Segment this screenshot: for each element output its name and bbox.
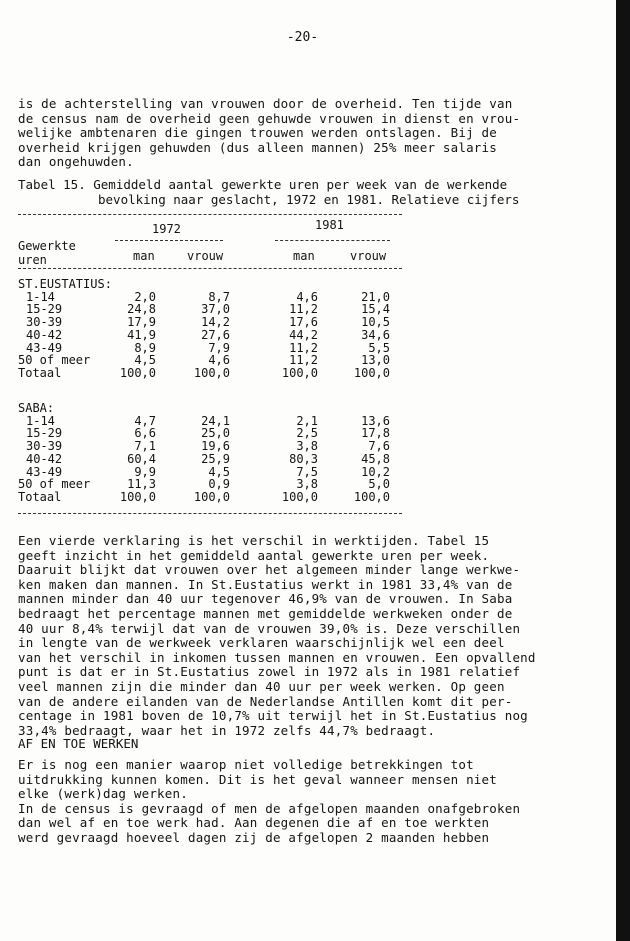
table-cell: 4,5	[134, 353, 156, 368]
table-cell: 17,9	[127, 315, 156, 330]
table-cell: 7,5	[296, 464, 318, 479]
table-cell: 2,5	[296, 426, 318, 441]
row-header-label-2: uren	[18, 253, 47, 267]
table-cell: 11,3	[127, 477, 156, 492]
table-cell: 27,6	[201, 327, 230, 342]
table-cell: 100,0	[281, 365, 318, 380]
table-row-label: 43-49	[26, 464, 63, 479]
table-cell: 4,5	[208, 464, 230, 479]
table-cell: 5,5	[368, 340, 390, 355]
table-row-label: Totaal	[18, 489, 62, 504]
col-header-vrouw-1981: vrouw	[350, 249, 387, 263]
col-header-vrouw-1972: vrouw	[187, 249, 224, 263]
table-cell: 4,6	[296, 289, 318, 304]
intro-line: overheid krijgen gehuwden (dus alleen mannen) 25% meer salaris	[18, 139, 497, 155]
body-line: van het verschil in inkomen tussen mannen en vrouwen. Een opvallend	[18, 649, 536, 665]
table-cell: 14,2	[201, 315, 230, 330]
section-label: SABA:	[18, 401, 55, 415]
table-cell: 34,6	[361, 327, 390, 342]
intro-line: de census nam de overheid geen gehuwde vrouwen in dienst en vrou-	[18, 110, 521, 126]
table-row-label: 50 of meer	[18, 477, 91, 492]
table-cell: 25,0	[201, 426, 230, 441]
table-cell: 11,2	[289, 302, 318, 317]
final-line: dan wel af en toe werk had. Aan degenen die af en toe werkten	[18, 815, 490, 831]
table-cell: 24,1	[201, 413, 230, 428]
table-cell: 24,8	[127, 302, 156, 317]
table-cell: 25,9	[201, 451, 230, 466]
table-row-label: Totaal	[18, 365, 62, 380]
table-caption-line-2: bevolking naar geslacht, 1972 en 1981. Relatieve cijfers	[98, 191, 520, 207]
body-line: punt is dat er in St.Eustatius zowel in 1972 als in 1981 relatief	[18, 664, 521, 680]
table-row-label: 30-39	[26, 439, 63, 454]
body-line: bedraagt het percentage mannen met gemiddelde werkweken onder de	[18, 605, 513, 621]
table-row-label: 40-42	[26, 451, 63, 466]
table-cell: 100,0	[119, 365, 156, 380]
table-cell: 3,8	[296, 439, 318, 454]
table-cell: 80,3	[289, 451, 318, 466]
table-cell: 17,6	[289, 315, 318, 330]
section-heading: AF EN TOE WERKEN	[18, 736, 139, 751]
table-cell: 2,0	[134, 289, 156, 304]
table-cell: 100,0	[193, 365, 230, 380]
body-line: Daaruit blijkt dat vrouwen over het algemeen minder lange werkwe-	[18, 562, 521, 578]
table-row-label: 15-29	[26, 302, 63, 317]
body-line: ken maken dan mannen. In St.Eustatius werkt in 1981 33,4% van de	[18, 576, 513, 592]
table-cell: 7,1	[134, 439, 156, 454]
table-cell: 44,2	[289, 327, 318, 342]
year-1972-header: 1972	[152, 222, 181, 236]
body-line: geeft inzicht in het gemiddeld aantal gewerkte uren per week.	[18, 547, 490, 563]
final-line: elke (werk)dag werken.	[18, 786, 188, 802]
intro-line: is de achterstelling van vrouwen door de overheid. Ten tijde van	[18, 96, 513, 111]
table-row-label: 40-42	[26, 327, 63, 342]
table-cell: 11,2	[289, 340, 318, 355]
body-line: veel mannen zijn die minder dan 40 uur per week werken. Op geen	[18, 678, 505, 694]
table-cell: 17,8	[361, 426, 390, 441]
table-row-label: 30-39	[26, 315, 63, 330]
table-cell: 10,5	[361, 315, 390, 330]
table-row-label: 43-49	[26, 340, 63, 355]
table-cell: 8,7	[208, 289, 230, 304]
table-cell: 21,0	[361, 289, 390, 304]
body-line: 33,4% bedraagt, waar het in 1972 zelfs 44,7% bedraagt.	[18, 722, 436, 738]
body-line: mannen minder dan 40 uur tegenover 46,9% van de vrouwen. In Saba	[18, 591, 513, 607]
col-header-man-1972: man	[133, 249, 155, 263]
table-cell: 45,8	[361, 451, 390, 466]
table-row-label: 50 of meer	[18, 353, 91, 368]
final-line: werd gevraagd hoeveel dagen zij de afgelopen 2 maanden hebben	[18, 829, 490, 845]
body-line: Een vierde verklaring is het verschil in werktijden. Tabel 15	[18, 533, 490, 548]
table-cell: 13,0	[361, 353, 390, 368]
table-cell: 100,0	[353, 365, 390, 380]
final-line: uitdrukking kunnen komen. Dit is het geval wanneer mensen niet	[18, 771, 497, 787]
row-header-label: Gewerkte	[18, 239, 76, 253]
table-cell: 7,9	[208, 340, 230, 355]
table-cell: 2,1	[296, 413, 318, 428]
table-cell: 6,6	[134, 426, 156, 441]
table-cell: 8,9	[134, 340, 156, 355]
table-cell: 3,8	[296, 477, 318, 492]
table-cell: 9,9	[134, 464, 156, 479]
table-cell: 100,0	[193, 489, 230, 504]
table-cell: 41,9	[127, 327, 156, 342]
year-1981-header: 1981	[315, 218, 344, 232]
table-row-label: 15-29	[26, 426, 63, 441]
table-cell: 37,0	[201, 302, 230, 317]
page-number: -20-	[286, 30, 319, 45]
table-cell: 100,0	[281, 489, 318, 504]
table-caption-line-1: Tabel 15. Gemiddeld aantal gewerkte uren per week van de werkende	[18, 177, 508, 192]
table-cell: 5,0	[368, 477, 390, 492]
table-cell: 60,4	[127, 451, 156, 466]
table-cell: 4,6	[208, 353, 230, 368]
body-paragraph	[18, 534, 536, 738]
table-cell: 15,4	[361, 302, 390, 317]
body-line: 40 uur 8,4% terwijl dat van de vrouwen 39,0% is. Deze verschillen	[18, 620, 521, 636]
section-label: ST.EUSTATIUS:	[18, 277, 112, 291]
table-row-label: 1-14	[26, 289, 55, 304]
table-cell: 13,6	[361, 413, 390, 428]
final-line: In de census is gevraagd of men de afgelopen maanden onafgebroken	[18, 800, 521, 816]
table-cell: 10,2	[361, 464, 390, 479]
table-cell: 7,6	[368, 439, 390, 454]
body-line: van de andere eilanden van de Nederlandse Antillen komt dit per-	[18, 693, 513, 709]
final-line: Er is nog een manier waarop niet volledige betrekkingen tot	[18, 757, 474, 772]
table-cell: 11,2	[289, 353, 318, 368]
body-line: in lengte van de werkweek verklaren waarschijnlijk wel een deel	[18, 635, 505, 651]
table-cell: 100,0	[353, 489, 390, 504]
col-header-man-1981: man	[293, 249, 315, 263]
intro-line: dan ongehuwden.	[18, 154, 134, 170]
final-paragraph	[18, 758, 520, 846]
table-cell: 4,7	[134, 413, 156, 428]
table-cell: 100,0	[119, 489, 156, 504]
table-cell: 0,9	[208, 477, 230, 492]
intro-line: welijke ambtenaren die gingen trouwen werden ontslagen. Bij de	[18, 125, 497, 141]
table-cell: 19,6	[201, 439, 230, 454]
table-row-label: 1-14	[26, 413, 55, 428]
body-line: centage in 1981 boven de 10,7% uit terwijl het in St.Eustatius nog	[18, 708, 528, 724]
